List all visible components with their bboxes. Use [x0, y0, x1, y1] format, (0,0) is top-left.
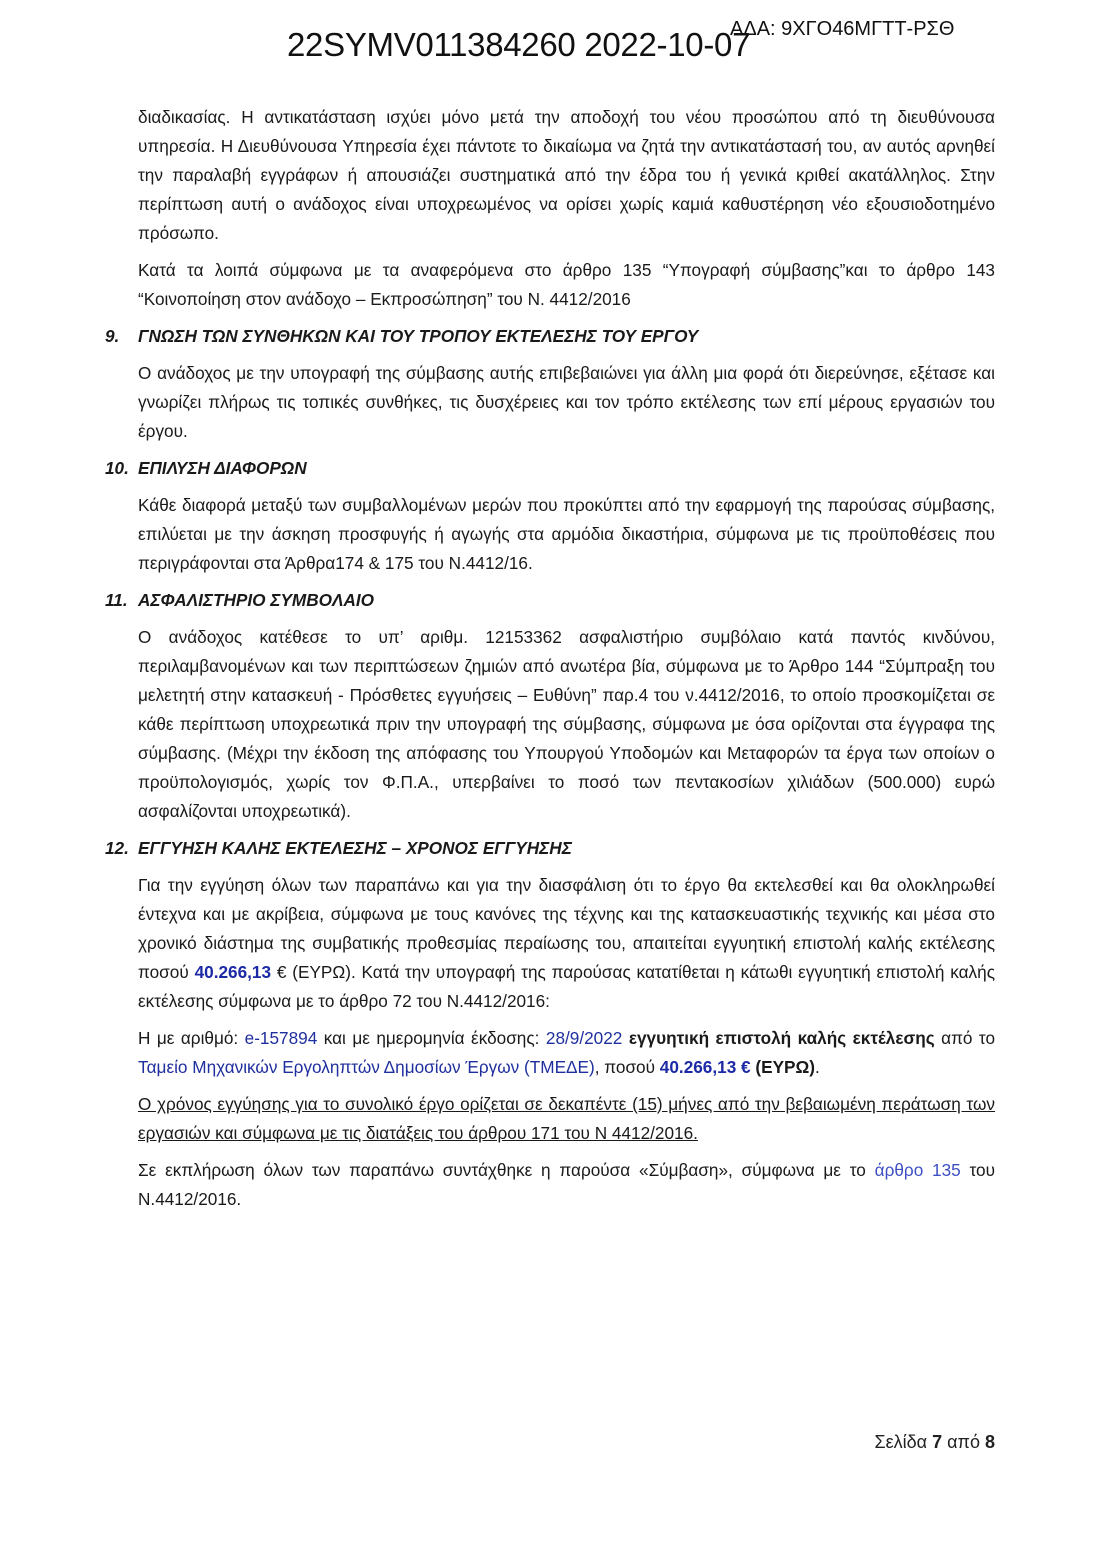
page-of: από [947, 1432, 980, 1452]
section-number: 12. [105, 838, 129, 858]
section-number: 11. [105, 590, 128, 610]
document-body [105, 103, 995, 1222]
section-number: 9. [105, 326, 120, 346]
letter-bold-text: εγγυητική επιστολή καλής εκτέλεσης [628, 1028, 935, 1048]
section-title: ΑΣΦΑΛΙΣΤΗΡΙΟ ΣΥΜΒΟΛΑΙΟ [138, 590, 375, 610]
warranty-period: Ο χρόνος εγγύησης για το συνολικό έργο ορίζεται σε δεκαπέντε (15) μήνες από την βεβαιωμένη περάτωση των εργασιών και σύμφωνα με τις διατάξεις του άρθρου 171 του Ν 4412/2016. [138, 1094, 995, 1143]
closing-text-end: του Ν.4412/2016. [138, 1160, 996, 1209]
section-heading-11 [105, 586, 995, 615]
section-body-10: Κάθε διαφορά μεταξύ των συμβαλλομένων μερών που προκύπτει από την εφαρμογή της παρούσας σύμβασης, επιλύεται με την άσκηση προσφυγής ή αγωγής στα αρμόδια δικαστήρια, σύμφωνα με τις προϋποθέσεις που περιγράφονται στα Άρθρα174 & 175 του Ν.4412/16. [138, 495, 995, 573]
section-heading-10 [105, 454, 995, 483]
letter-date: 28/9/2022 [545, 1028, 623, 1048]
page-label: Σελίδα [874, 1432, 928, 1452]
section-body-11: Ο ανάδοχος κατέθεσε το υπ’ αριθμ. 12153362 ασφαλιστήριο συμβόλαιο κατά παντός κινδύνου, περιλαμβανομένων και των περιπτώσεων ζημιών από ανωτέρα βία, σύμφωνα με το Άρθρο 144 “Σύμπραξη του μελετητή στην κατασκευή - Πρόσθετες εγγυήσεις – Ευθύνη” παρ.4 του ν.4412/2016, το οποίο προσκομίζεται σε κάθε περίπτωση υποχρεωτικά πριν την υπογραφή της σύμβασης, σύμφωνα με όσα ορίζονται στα έγγραφα της σύμβασης. (Μέχρι την έκδοση της απόφασης του Υπουργού Υποδομών και Μεταφορών τα έργα των οποίων ο προϋπολογισμός, χωρίς τον Φ.Π.Α., υπερβαίνει το ποσό των πεντακοσίων χιλιάδων (500.000) ευρώ ασφαλίζονται υποχρεωτικά). [138, 627, 995, 821]
guarantee-letter [138, 1024, 995, 1082]
section-title: ΕΠΙΛΥΣΗ ΔΙΑΦΟΡΩΝ [138, 458, 307, 478]
section-heading-9 [105, 322, 995, 351]
section-number: 10. [105, 458, 129, 478]
closing-paragraph [138, 1156, 995, 1214]
section-heading-12 [105, 834, 995, 863]
paragraph-continuation: διαδικασίας. Η αντικατάσταση ισχύει μόνο μετά την αποδοχή του νέου προσώπου από τη διευθύνουσα υπηρεσία. Η Διευθύνουσα Υπηρεσία έχει πάντοτε το δικαίωμα να ζητά την αντικατάστασή του, αν αυτός αρνηθεί την παραλαβή εγγράφων ή απουσιάζει συστηματικά από την έδρα του ή γενικά κριθεί ακατάλληλος. Στην περίπτωση αυτή ο ανάδοχος είναι υποχρεωμένος να ορίσει χωρίς καμιά καθυστέρηση νέο εξουσιοδοτημένο πρόσωπο. [138, 107, 995, 243]
letter-amount: 40.266,13 € [659, 1057, 751, 1077]
section-body-9: Ο ανάδοχος με την υπογραφή της σύμβασης αυτής επιβεβαιώνει για άλλη μια φορά ότι διερεύνησε, εξέτασε και γνωρίζει πλήρως τις τοπικές συνθήκες, τις δυσχέρειες και τον τρόπο εκτέλεσης των επί μέρους εργασιών του έργου. [138, 363, 995, 441]
section-body-12 [138, 871, 995, 1016]
page-number [875, 1432, 996, 1453]
page-total: 8 [984, 1432, 995, 1452]
letter-issuer: Ταμείο Μηχανικών Εργοληπτών Δημοσίων Έργων (ΤΜΕΔΕ) [138, 1057, 595, 1077]
letter-end: . [815, 1057, 820, 1077]
letter-number: e-157894 [244, 1028, 318, 1048]
paragraph-articles: Κατά τα λοιπά σύμφωνα με τα αναφερόμενα στο άρθρο 135 “Υπογραφή σύμβασης”και το άρθρο 143 “Κοινοποίηση στον ανάδοχο – Εκπροσώπηση” του Ν. 4412/2016 [138, 260, 995, 309]
letter-date-prefix: και με ημερομηνία έκδοσης: [323, 1028, 540, 1048]
section-title: ΓΝΩΣΗ ΤΩΝ ΣΥΝΘΗΚΩΝ ΚΑΙ ΤΟΥ ΤΡΟΠΟΥ ΕΚΤΕΛΕΣΗΣ ΤΟΥ ΕΡΓΟΥ [138, 326, 699, 346]
section-title: ΕΓΓΥΗΣΗ ΚΑΛΗΣ ΕΚΤΕΛΕΣΗΣ – ΧΡΟΝΟΣ ΕΓΓΥΗΣΗΣ [138, 838, 572, 858]
letter-from-prefix: από το [941, 1028, 996, 1048]
document-header-id: 22SYMV011384260 2022-10-07 [287, 26, 751, 63]
document-header-ada: ΑΔΑ: 9ΧΓΟ46ΜΓΤΤ-ΡΣΘ [730, 18, 955, 40]
guarantee-amount: 40.266,13 [194, 962, 272, 982]
closing-text: Σε εκπλήρωση όλων των παραπάνω συντάχθηκε η παρούσα «Σύμβαση», σύμφωνα με το [138, 1160, 866, 1180]
letter-amount-suffix: (ΕΥΡΩ) [755, 1057, 815, 1077]
letter-prefix: Η με αριθμό: [138, 1028, 239, 1048]
guarantee-text: Για την εγγύηση όλων των παραπάνω και για την διασφάλιση ότι το έργο θα εκτελεσθεί και θα ολοκληρωθεί έντεχνα και με ακρίβεια, σύμφωνα με τους κανόνες της τέχνης και της κατασκευαστικής τεχνικής και μέσα στο χρονικό διάστημα της συμβατικής προθεσμίας περαίωσης του, απαιτείται εγγυητική επιστολή καλής εκτέλεσης ποσού [138, 875, 995, 982]
page-current: 7 [932, 1432, 943, 1452]
letter-amount-prefix: , ποσού [594, 1057, 656, 1077]
article-135-link[interactable]: άρθρο 135 [874, 1160, 961, 1180]
guarantee-text-cont: € (ΕΥΡΩ). Κατά την υπογραφή της παρούσας κατατίθεται η κάτωθι εγγυητική επιστολή καλής εκτέλεσης σύμφωνα με το άρθρο 72 του Ν.4412/2016: [138, 962, 995, 1011]
